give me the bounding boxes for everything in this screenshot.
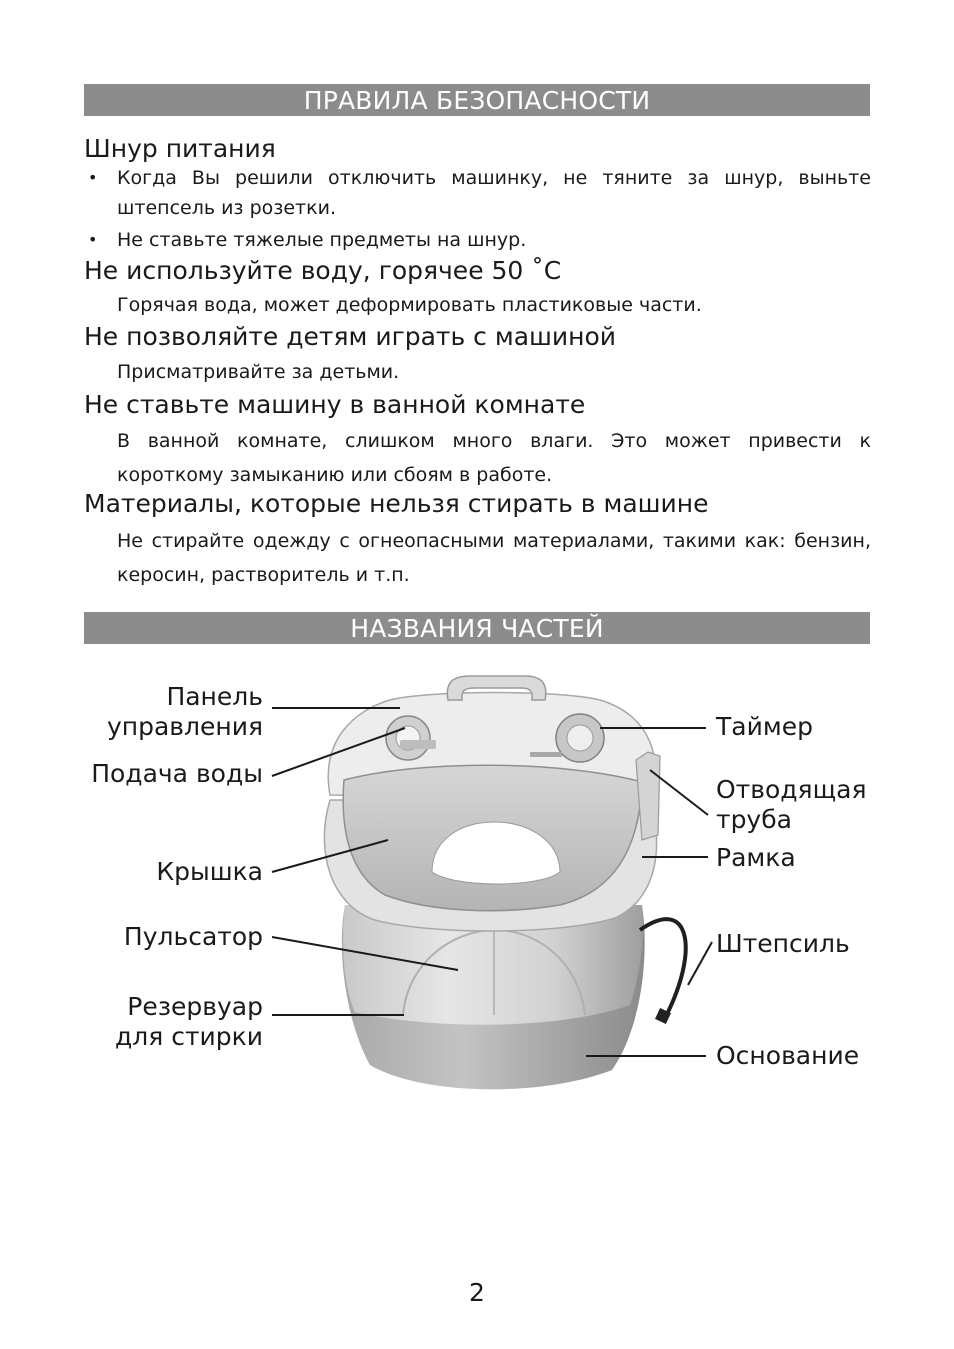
rule-text-children: Присматривайте за детьми. (117, 361, 400, 383)
label-lid: Крышка (156, 857, 263, 886)
label-water-supply: Подача воды (91, 759, 263, 788)
label-pulsator: Пульсатор (123, 922, 263, 951)
rule-heading-bathroom: Не ставьте машину в ванной комнате (84, 390, 586, 419)
rule-heading-materials: Материалы, которые нельзя стирать в машине (84, 489, 709, 518)
rule-text-hot-water: Горячая вода, может деформировать пластиковые части. (117, 294, 702, 316)
rule-heading-power-cord: Шнур питания (84, 134, 276, 163)
bullet-icon: • (88, 168, 98, 187)
rule-text-bathroom: В ванной комнате, слишком много влаги. Это может привести к короткому замыканию или сбоям в работе. (117, 430, 871, 486)
safety-rules-banner: ПРАВИЛА БЕЗОПАСНОСТИ (84, 84, 870, 116)
rule-heading-children: Не позволяйте детям играть с машиной (84, 322, 617, 351)
label-base: Основание (716, 1041, 860, 1070)
label-drain-pipe: Отводящая труба (716, 775, 867, 834)
part-names-banner: НАЗВАНИЯ ЧАСТЕЙ (84, 612, 870, 644)
rule-text-materials: Не стирайте одежду с огнеопасными материалами, такими как: бензин, керосин, растворитель и т.п. (117, 530, 871, 586)
label-timer: Таймер (716, 712, 813, 741)
label-plug: Штепсиль (716, 929, 850, 958)
label-wash-tank: Резервуар для стирки (114, 992, 263, 1051)
rule-heading-hot-water: Не используйте воду, горячее 50 ˚С (84, 256, 562, 285)
label-frame: Рамка (716, 843, 796, 872)
bullet-icon: • (88, 230, 98, 249)
page-number: 2 (469, 1278, 485, 1307)
rule-bullet-text: Когда Вы решили отключить машинку, не тяните за шнур, выньте штепсель из розетки. (117, 167, 871, 219)
label-control-panel: Панель управления (106, 682, 263, 741)
rule-bullet-text: Не ставьте тяжелые предметы на шнур. (117, 229, 527, 251)
